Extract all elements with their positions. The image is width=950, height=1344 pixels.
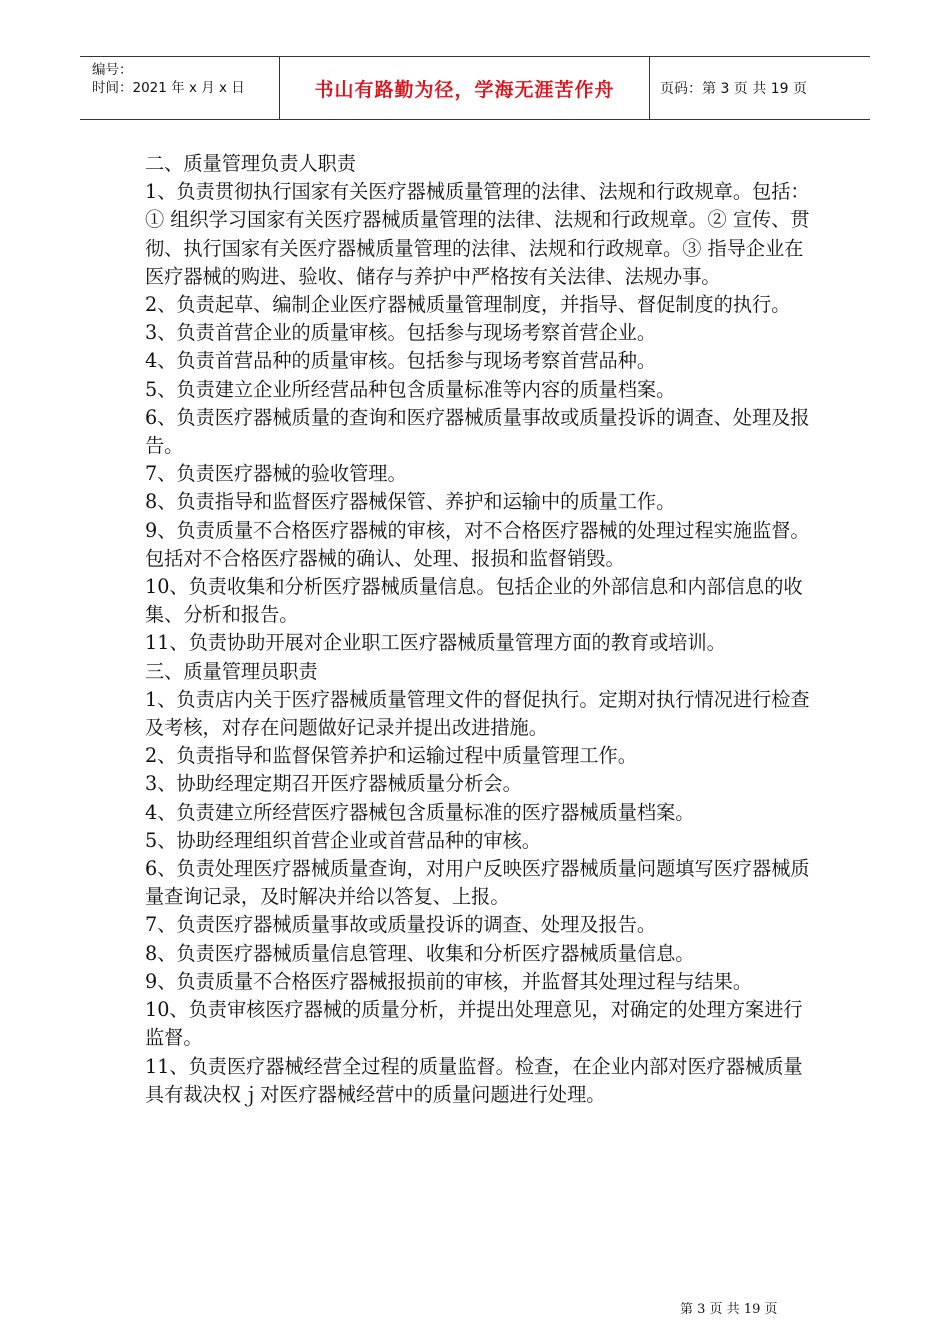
- paragraph: 4、负责建立所经营医疗器械包含质量标准的医疗器械质量档案。: [145, 800, 695, 824]
- document-body: [145, 150, 820, 1109]
- paragraph: 8、负责指导和监督医疗器械保管、养护和运输中的质量工作。: [145, 490, 676, 514]
- paragraph: 5、负责建立企业所经营品种包含质量标准等内容的质量档案。: [145, 377, 676, 401]
- paragraph: 1、负责店内关于医疗器械质量管理文件的督促执行。定期对执行情况进行检查及考核，对存在问题做好记录并提出改进措施。: [145, 687, 810, 740]
- paragraph: 1、负责贯彻执行国家有关医疗器械质量管理的法律、法规和行政规章。包括：① 组织学习国家有关医疗器械质量管理的法律、法规和行政规章。② 宣传、贯彻、执行国家有关医疗器械质量管理的法律、法规和行政规章。③ 指导企业在医疗器械的购进、验收、储存与养护中严格按有关法律、法规办事。: [145, 180, 810, 288]
- paragraph: 9、负责质量不合格医疗器械报损前的审核，并监督其处理过程与结果。: [145, 969, 753, 993]
- paragraph: 4、负责首营品种的质量审核。包括参与现场考察首营品种。: [145, 349, 657, 373]
- paragraph: 5、协助经理组织首营企业或首营品种的审核。: [145, 828, 541, 852]
- paragraph: 2、负责指导和监督保管养护和运输过程中质量管理工作。: [145, 744, 637, 768]
- paragraph: 11、负责医疗器械经营全过程的质量监督。检查，在企业内部对医疗器械质量具有裁决权ｊ对医疗器械经营中的质量问题进行处理。: [145, 1054, 803, 1106]
- header-meta: [80, 57, 280, 119]
- time-label: 时间：2021 年 x 月 x 日: [92, 80, 245, 96]
- section-heading-3: 三、质量管理员职责: [145, 659, 318, 683]
- paragraph: 3、协助经理定期召开医疗器械质量分析会。: [145, 772, 522, 796]
- number-label: 编号：: [92, 62, 133, 78]
- paragraph: 7、负责医疗器械的验收管理。: [145, 462, 407, 486]
- paragraph: 6、负责医疗器械质量的查询和医疗器械质量事故或质量投诉的调查、处理及报告。: [145, 405, 810, 458]
- page-footer: 第 3 页 共 19 页: [680, 1302, 778, 1317]
- paragraph: 6、负责处理医疗器械质量查询，对用户反映医疗器械质量问题填写医疗器械质量查询记录，及时解决并给以答复、上报。: [145, 857, 810, 909]
- paragraph: 7、负责医疗器械质量事故或质量投诉的调查、处理及报告。: [145, 913, 657, 937]
- paragraph: 11、负责协助开展对企业职工医疗器械质量管理方面的教育或培训。: [145, 631, 726, 655]
- paragraph: 9、负责质量不合格医疗器械的审核，对不合格医疗器械的处理过程实施监督。包括对不合格医疗器械的确认、处理、报损和监督销毁。: [145, 518, 810, 570]
- paragraph: 8、负责医疗器械质量信息管理、收集和分析医疗器械质量信息。: [145, 941, 695, 965]
- paragraph: 3、负责首营企业的质量审核。包括参与现场考察首营企业。: [145, 321, 657, 345]
- document-header: [80, 56, 870, 120]
- section-heading-2: 二、质量管理负责人职责: [145, 152, 357, 175]
- header-page-code: 页码：第 3 页 共 19 页: [660, 81, 807, 97]
- paragraph: 10、负责收集和分析医疗器械质量信息。包括企业的外部信息和内部信息的收集、分析和报告。: [145, 575, 803, 627]
- paragraph: 10、负责审核医疗器械的质量分析，并提出处理意见，对确定的处理方案进行监督。: [145, 998, 803, 1050]
- header-motto: 书山有路勤为径，学海无涯苦作舟: [280, 57, 650, 119]
- paragraph: 2、负责起草、编制企业医疗器械质量管理制度，并指导、督促制度的执行。: [145, 293, 791, 317]
